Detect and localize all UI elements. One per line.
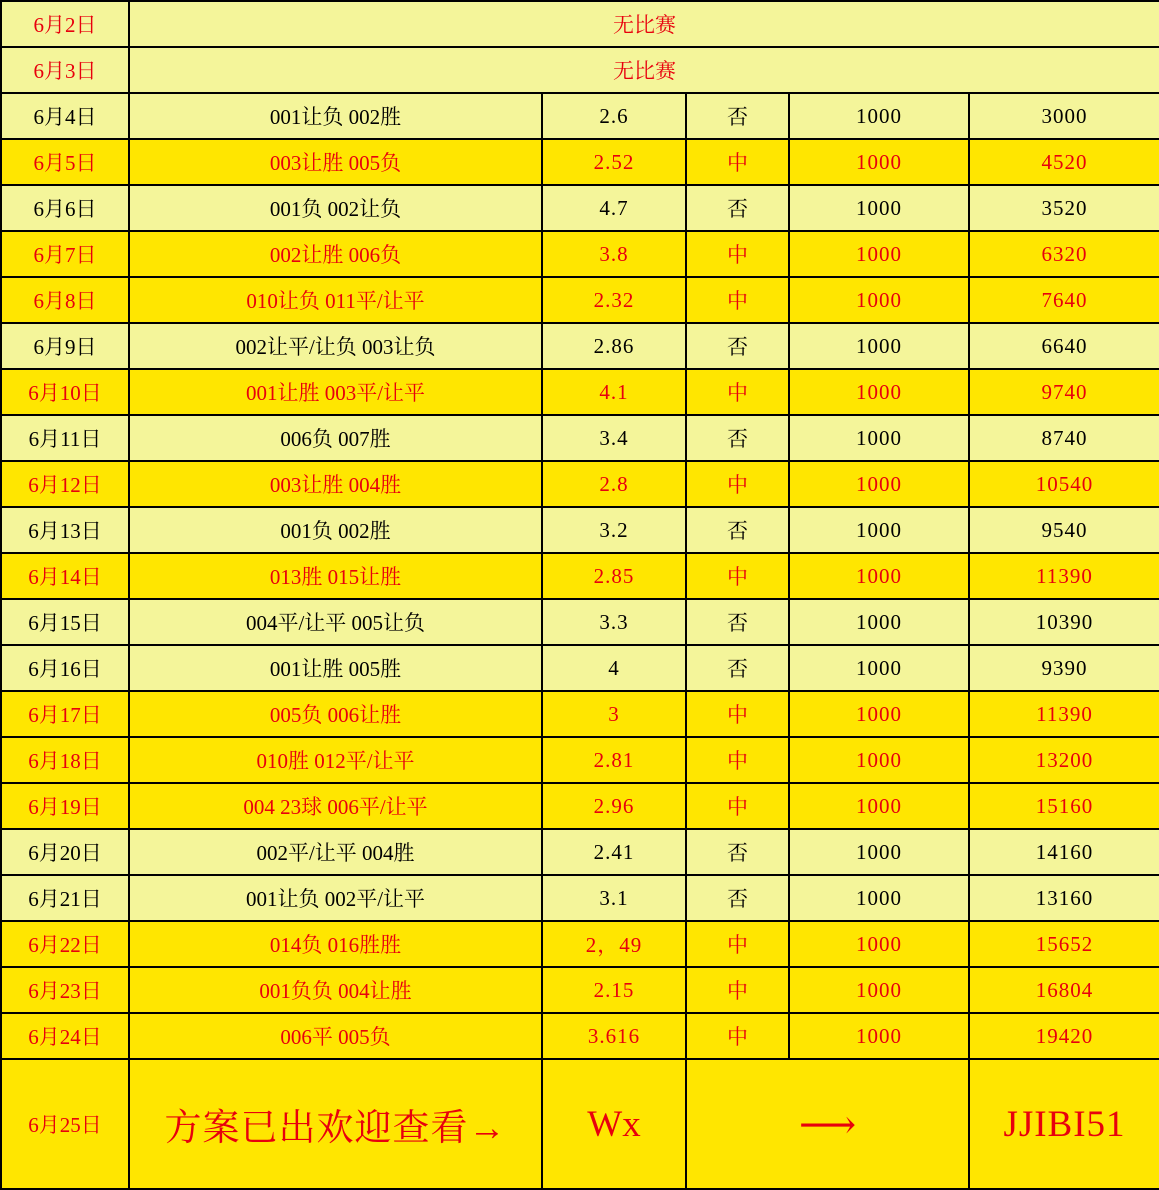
cell-stake: 1000: [789, 415, 969, 461]
cell-total: 3520: [969, 185, 1159, 231]
cell-hit: 否: [686, 415, 789, 461]
table-row: [1, 875, 1159, 921]
cell-odds: 3.8: [542, 231, 686, 277]
results-table-body: [1, 1, 1159, 1189]
table-row: [1, 599, 1159, 645]
table-row: [1, 645, 1159, 691]
cell-stake: 1000: [789, 461, 969, 507]
table-row: [1, 231, 1159, 277]
cell-date: 6月19日: [1, 783, 129, 829]
cell-hit: 否: [686, 875, 789, 921]
cell-total: 7640: [969, 277, 1159, 323]
cell-hit: 中: [686, 369, 789, 415]
cell-date: 6月16日: [1, 645, 129, 691]
table-row: [1, 1, 1159, 47]
cell-hit: 否: [686, 323, 789, 369]
cell-pick: 013胜 015让胜: [129, 553, 542, 599]
cell-no-match-notice: 无比赛: [129, 1, 1159, 47]
cell-odds: 2.15: [542, 967, 686, 1013]
cell-pick: 002让胜 006负: [129, 231, 542, 277]
cell-odds: 3.2: [542, 507, 686, 553]
promo-wechat-id: JJIBI51: [969, 1059, 1159, 1189]
cell-hit: 中: [686, 139, 789, 185]
cell-odds: 3.616: [542, 1013, 686, 1059]
cell-stake: 1000: [789, 507, 969, 553]
cell-date: 6月6日: [1, 185, 129, 231]
cell-date: 6月3日: [1, 47, 129, 93]
cell-stake: 1000: [789, 599, 969, 645]
cell-pick: 010让负 011平/让平: [129, 277, 542, 323]
cell-odds: 3.1: [542, 875, 686, 921]
cell-total: 9740: [969, 369, 1159, 415]
cell-hit: 中: [686, 921, 789, 967]
table-row: [1, 1013, 1159, 1059]
cell-stake: 1000: [789, 645, 969, 691]
cell-pick: 006负 007胜: [129, 415, 542, 461]
cell-hit: 中: [686, 231, 789, 277]
cell-odds: 3.4: [542, 415, 686, 461]
cell-date: 6月14日: [1, 553, 129, 599]
table-row: [1, 369, 1159, 415]
cell-pick: 001负 002让负: [129, 185, 542, 231]
cell-pick: 005负 006让胜: [129, 691, 542, 737]
cell-hit: 否: [686, 93, 789, 139]
cell-stake: 1000: [789, 829, 969, 875]
cell-odds: 4: [542, 645, 686, 691]
table-row: [1, 691, 1159, 737]
cell-total: 6640: [969, 323, 1159, 369]
cell-odds: 4.7: [542, 185, 686, 231]
promo-wechat-label: Wx: [542, 1059, 686, 1189]
cell-pick: 003让胜 004胜: [129, 461, 542, 507]
cell-total: 14160: [969, 829, 1159, 875]
cell-pick: 001负负 004让胜: [129, 967, 542, 1013]
cell-date: 6月11日: [1, 415, 129, 461]
cell-date: 6月23日: [1, 967, 129, 1013]
cell-total: 9540: [969, 507, 1159, 553]
cell-stake: 1000: [789, 185, 969, 231]
cell-total: 13200: [969, 737, 1159, 783]
cell-date: 6月5日: [1, 139, 129, 185]
cell-total: 13160: [969, 875, 1159, 921]
cell-date: 6月22日: [1, 921, 129, 967]
cell-odds: 2.52: [542, 139, 686, 185]
cell-stake: 1000: [789, 737, 969, 783]
cell-date: 6月4日: [1, 93, 129, 139]
table-row: [1, 415, 1159, 461]
cell-stake: 1000: [789, 277, 969, 323]
cell-date: 6月12日: [1, 461, 129, 507]
cell-stake: 1000: [789, 553, 969, 599]
promo-message: 方案已出欢迎查看→: [129, 1059, 542, 1189]
cell-no-match-notice: 无比赛: [129, 47, 1159, 93]
cell-odds: 2，49: [542, 921, 686, 967]
cell-hit: 中: [686, 1013, 789, 1059]
table-row: [1, 323, 1159, 369]
cell-pick: 002平/让平 004胜: [129, 829, 542, 875]
cell-total: 8740: [969, 415, 1159, 461]
promo-row: [1, 1059, 1159, 1189]
table-row: [1, 921, 1159, 967]
cell-odds: 3.3: [542, 599, 686, 645]
cell-total: 15160: [969, 783, 1159, 829]
cell-stake: 1000: [789, 323, 969, 369]
cell-date: 6月2日: [1, 1, 129, 47]
cell-pick: 003让胜 005负: [129, 139, 542, 185]
cell-date: 6月18日: [1, 737, 129, 783]
table-row: [1, 783, 1159, 829]
cell-pick: 006平 005负: [129, 1013, 542, 1059]
table-row: [1, 185, 1159, 231]
table-row: [1, 967, 1159, 1013]
cell-date: 6月9日: [1, 323, 129, 369]
cell-hit: 中: [686, 967, 789, 1013]
cell-stake: 1000: [789, 1013, 969, 1059]
cell-stake: 1000: [789, 93, 969, 139]
cell-date: 6月25日: [1, 1059, 129, 1189]
cell-stake: 1000: [789, 369, 969, 415]
cell-stake: 1000: [789, 783, 969, 829]
cell-pick: 010胜 012平/让平: [129, 737, 542, 783]
table-row: [1, 47, 1159, 93]
cell-stake: 1000: [789, 967, 969, 1013]
cell-date: 6月17日: [1, 691, 129, 737]
cell-odds: 2.96: [542, 783, 686, 829]
cell-date: 6月13日: [1, 507, 129, 553]
cell-total: 11390: [969, 553, 1159, 599]
table-row: [1, 553, 1159, 599]
cell-hit: 否: [686, 599, 789, 645]
cell-pick: 004平/让平 005让负: [129, 599, 542, 645]
cell-hit: 否: [686, 185, 789, 231]
arrow-right-icon: ⟶: [686, 1059, 969, 1189]
cell-odds: 2.41: [542, 829, 686, 875]
cell-stake: 1000: [789, 921, 969, 967]
cell-total: 15652: [969, 921, 1159, 967]
cell-date: 6月15日: [1, 599, 129, 645]
cell-odds: 2.81: [542, 737, 686, 783]
cell-total: 9390: [969, 645, 1159, 691]
table-row: [1, 277, 1159, 323]
cell-pick: 001让负 002胜: [129, 93, 542, 139]
cell-hit: 中: [686, 691, 789, 737]
table-row: [1, 93, 1159, 139]
cell-pick: 014负 016胜胜: [129, 921, 542, 967]
cell-date: 6月24日: [1, 1013, 129, 1059]
cell-date: 6月8日: [1, 277, 129, 323]
cell-total: 6320: [969, 231, 1159, 277]
cell-total: 3000: [969, 93, 1159, 139]
cell-odds: 2.85: [542, 553, 686, 599]
cell-hit: 中: [686, 783, 789, 829]
cell-stake: 1000: [789, 875, 969, 921]
cell-odds: 4.1: [542, 369, 686, 415]
cell-date: 6月20日: [1, 829, 129, 875]
cell-odds: 3: [542, 691, 686, 737]
cell-pick: 002让平/让负 003让负: [129, 323, 542, 369]
cell-total: 10540: [969, 461, 1159, 507]
table-row: [1, 829, 1159, 875]
cell-odds: 2.8: [542, 461, 686, 507]
cell-hit: 否: [686, 829, 789, 875]
cell-hit: 中: [686, 737, 789, 783]
cell-total: 11390: [969, 691, 1159, 737]
table-row: [1, 139, 1159, 185]
cell-hit: 否: [686, 645, 789, 691]
cell-total: 10390: [969, 599, 1159, 645]
table-row: [1, 507, 1159, 553]
cell-hit: 中: [686, 277, 789, 323]
table-row: [1, 737, 1159, 783]
cell-date: 6月10日: [1, 369, 129, 415]
cell-stake: 1000: [789, 139, 969, 185]
cell-date: 6月21日: [1, 875, 129, 921]
cell-pick: 004 23球 006平/让平: [129, 783, 542, 829]
cell-odds: 2.32: [542, 277, 686, 323]
cell-stake: 1000: [789, 231, 969, 277]
cell-hit: 否: [686, 507, 789, 553]
table-row: [1, 461, 1159, 507]
cell-odds: 2.86: [542, 323, 686, 369]
cell-hit: 中: [686, 461, 789, 507]
cell-stake: 1000: [789, 691, 969, 737]
cell-total: 16804: [969, 967, 1159, 1013]
cell-pick: 001让胜 003平/让平: [129, 369, 542, 415]
cell-pick: 001让胜 005胜: [129, 645, 542, 691]
cell-hit: 中: [686, 553, 789, 599]
cell-date: 6月7日: [1, 231, 129, 277]
cell-total: 4520: [969, 139, 1159, 185]
cell-pick: 001负 002胜: [129, 507, 542, 553]
cell-total: 19420: [969, 1013, 1159, 1059]
cell-pick: 001让负 002平/让平: [129, 875, 542, 921]
cell-odds: 2.6: [542, 93, 686, 139]
